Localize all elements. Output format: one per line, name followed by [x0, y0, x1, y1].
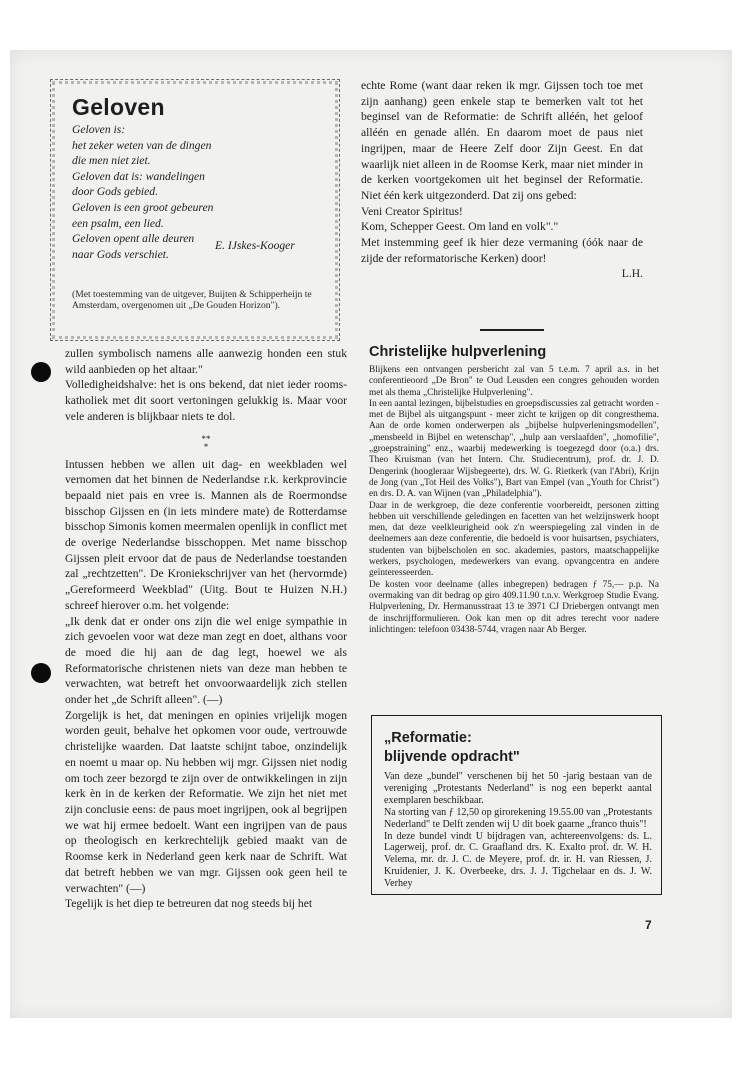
article-paragraph: De kosten voor deelname (alles inbegrepen) bedragen ƒ 75,— p.p. Na overmaking van dit bedrag op giro 409.11.90 t.n.v. Werkgroep Studie Evang. Hulpverlening, Dr. Hermanusstraat 13 te 3971 CJ Driebergen ontvangt men de inschrijfformulieren. Ook kan men op dit adres terecht voor nadere inlichtingen: telefoon 03438-5744, vragen naar Ab Berger. — [369, 579, 659, 635]
quote-paragraph: Zorgelijk is het, dat meningen en opinies vrijelijk mogen worden geuit, behalve het opkomen voor oude, vertrouwde christelijke waarden. Dat laatste schijnt taboe, onzindelijk en noemt u maar op. Nu hebben wij mgr. Gijssen niet nodig om toch zeer bezorgd te zijn over de ontwikkelingen in zijn kerk èn in de kerken der Reformatie. We zijn het niet met zijn conclusie eens: de paus moet ingrijpen, ook al begrijpen we wat hij ermee bedoelt. Want een ingrijpen van de paus op theologisch en kerkrechtelijk gebied maakt van de Roomse kerk in Nederland geen kerk naar de Schrift. Wat dat betreft hebben we van mgr. Gijssen ook geen heil te verwachten" (—) — [65, 708, 347, 895]
poem-line: door Gods gebied. — [72, 185, 158, 199]
body-paragraph: Met instemming geef ik hier deze vermaning (óók naar de zijde der reformatorische Kerken) door! — [361, 236, 643, 265]
article-paragraph: Daar in de werkgroep, die deze conferentie voorbereidt, personen zitting hebben uit verschillende geledingen en facetten van het welzijnswerk hoopt men, dat deze veelkleurigheid ook z'n weerspiegeling zal vinden in de deelnemers aan deze conferentie, die bedoeld is voor huisartsen, psychiaters, studenten van bijbelscholen en soc. akademies, pastors, maatschappelijke werkers, psychologen, medewerkers van evang. opvangcentra en andere geïnteresseerden. — [369, 500, 659, 579]
announcement-title-line: blijvende opdracht" — [384, 749, 520, 765]
left-column — [65, 346, 347, 912]
section-separator — [65, 425, 347, 457]
body-paragraph: echte Rome (want daar reken ik mgr. Gijssen toch toe met zijn aanhang) geen enkele stap te bemerken valt tot het beginsel van de Reformatie: de Schrift alléén, het geloof alléén en genade allén. En daarom moet de paus niet ingrijpen, maar de Heere Zelf door Zijn Geest. En dat waarlijk niet alleen in de Roomse Kerk, maar niet minder in de kerken voortgekomen uit het beginsel der Reformatie. Niet één kerk uitgezonderd. Dat zij ons gebed: — [361, 79, 643, 202]
poem-line: het zeker weten van de dingen — [72, 138, 212, 152]
body-paragraph: Tegelijk is het diep te betreuren dat nog steeds bij het — [65, 897, 313, 911]
poem-line: die men niet ziet. — [72, 154, 151, 168]
signature: L.H. — [621, 267, 643, 281]
announcement-paragraph: Van deze „bundel" verschenen bij het 50 -jarig bestaan van de vereniging „Protestants Nederland" is nog een beperkt aantal exemplaren beschikbaar. — [384, 771, 652, 806]
section-divider — [480, 329, 544, 331]
article-paragraph: Blijkens een ontvangen persbericht zal van 5 t.e.m. 7 april a.s. in het conferentieoord „De Bron" te Oud Leusden een congres gehouden worden met als thema „Christelijke Hulpverlening". — [369, 365, 659, 398]
poem-line: Geloven dat is: wandelingen — [72, 169, 205, 183]
poem-line: Geloven is een groot gebeuren — [72, 200, 214, 214]
quote-paragraph: „Ik denk dat er onder ons zijn die wel enige sympathie in zich gevoelen voor wat deze man zegt en doet, althans voor de moed die hij aan de dag legt, hoewel we als Reformatorische christenen niets van deze man hebben te verwachten, wat betreft het onvoorwaardelijk zich stellen onder het „de Schrift alleen". (—) — [65, 614, 347, 707]
body-paragraph: zullen symbolisch namens alle aanwezig honden een stuk wild aanbieden op het altaar." — [65, 347, 347, 376]
article-paragraph: In een aantal lezingen, bijbelstudies en groepsdiscussies zal getracht worden - met de Bijbel als uitgangspunt - meer zicht te krijgen op dit congresthema. Aan de orde komen onderwerpen als „bijbelse hulpverleningsmodellen", „mensbeeld in Bijbel en wetenschap", „hulp aan verslaafden", „homofilie", „groepstraining" enz., waarbij medewerking is toegezegd door (o.a.) drs. Theo Kruisman (van het Intern. Chr. Studiecentrum), prof. dr. J. D. Dengerink (hoogleraar Wijsbegeerte), drs. W. G. Rietkerk (van l'Abri), Krijn de Jong (van „Tot Heil des Volks"), Bart van Empel (van „Youth for Christ") en drs. D. A. van Wijnen (van „Philadelphia"). — [369, 398, 659, 500]
announcement-paragraph: Na storting van ƒ 12,50 op girorekening 19.55.00 van „Protestants Nederland" te Delft zenden wij U dit boek gaarne „franco thuis"! — [384, 806, 653, 830]
right-column — [361, 78, 643, 282]
body-paragraph: Intussen hebben we allen uit dag- en weekbladen wel vernomen dat het binnen de Nederlandse r.k. kerkprovincie bepaald niet pais en vree is. Mannen als de Roermondse bisschop Gijssen en (in iets mindere mate) de Rotterdamse bisschop Simonis komen meermalen openlijk in conflict met de overige Nederlandse bisschoppen. Met name bisschop Gijssen pleit ervoor dat de paus de Nederlandse toestanden zal „rechtzetten". De Kroniekschrijver van het (hervormde) „Gereformeerd Weekblad" (Uitg. Bout te Huizen N.H.) schreef hierover o.m. het volgende: — [65, 457, 347, 612]
poem-line: naar Gods verschiet. — [72, 247, 169, 261]
announcement-title — [384, 729, 654, 767]
body-paragraph: Kom, Schepper Geest. Om land en volk"." — [361, 220, 559, 234]
announcement-title-line: „Reformatie: — [384, 730, 472, 746]
poem-line: Geloven is: — [72, 123, 126, 136]
separator-stars: ** * — [201, 433, 211, 452]
punch-hole-bottom — [31, 663, 51, 683]
poem-line: een psalm, een lied. — [72, 216, 164, 230]
poem-credit: (Met toestemming van de uitgever, Buijten & Schipperheijn te Amsterdam, overgenomen uit „De Gouden Horizon"). — [72, 289, 312, 312]
page-number: 7 — [645, 918, 652, 932]
announcement-text — [384, 771, 652, 890]
punch-hole-top — [31, 362, 51, 382]
body-paragraph: Volledigheidshalve: het is ons bekend, dat niet ieder rooms-katholiek met dit soort vertoningen gelukkig is. Maar voor vele anderen is blijkbaar niets te dol. — [65, 378, 347, 423]
poem-author: E. IJskes-Kooger — [215, 239, 295, 252]
article-heading: Christelijke hulpverlening — [369, 344, 547, 360]
article — [369, 343, 659, 636]
poem-line: Geloven opent alle deuren — [72, 232, 195, 246]
poem-title: Geloven — [72, 94, 165, 120]
announcement-paragraph: In deze bundel vindt U bijdragen van, achtereenvolgens: ds. L. Lagerweij, prof. dr. C. Graafland drs. K. Exalto prof. dr. W. H. Velema, mr. dr. J. C. de Meyere, prof. dr. ir. H. van Riessen, J. Kruidenier, J. K. Overbeeke, drs. J. J. Tigchelaar en ds. J. W. Verhey — [384, 830, 652, 890]
body-paragraph: Veni Creator Spiritus! — [361, 204, 463, 218]
